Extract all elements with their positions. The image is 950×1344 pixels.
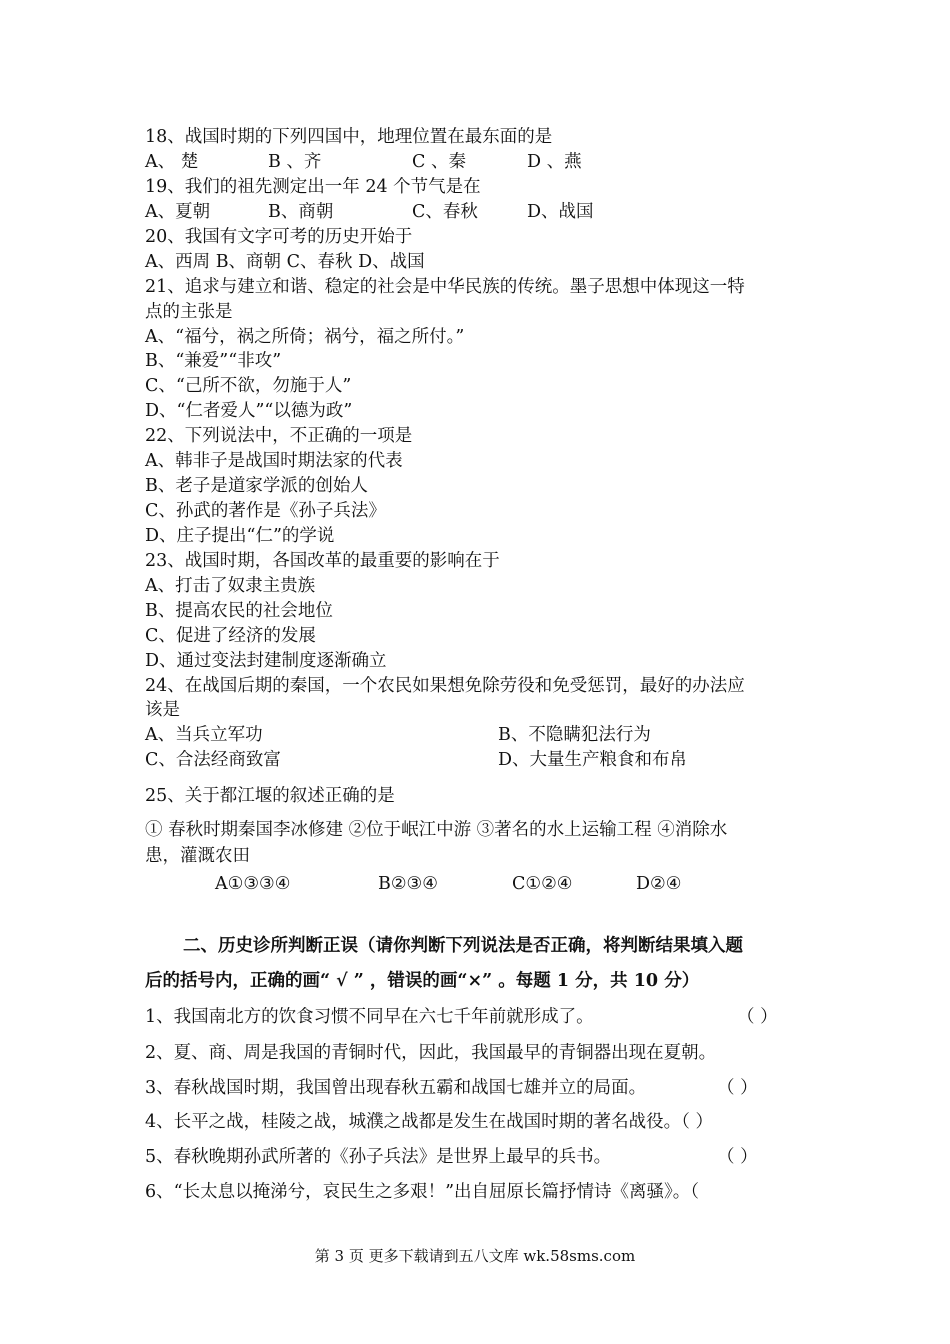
q20-options: A、西周 B、商朝 C、春秋 D、战国 [145, 252, 425, 272]
judge-item-3: 3、春秋战国时期，我国曾出现春秋五霸和战国七雄并立的局面。 [145, 1078, 647, 1098]
q22-option-d: D、庄子提出“仁”的学说 [145, 526, 335, 546]
q21-option-b: B、“兼爱”“非攻” [145, 351, 282, 371]
q19-option-d: D、战国 [527, 202, 594, 222]
question-19-stem: 19、我们的祖先测定出一年 24 个节气是在 [145, 177, 481, 197]
q21-option-a: A、“福兮，祸之所倚；祸兮，福之所付。” [145, 327, 465, 347]
question-23-stem: 23、战国时期，各国改革的最重要的影响在于 [145, 551, 500, 571]
judge-item-2: 2、夏、商、周是我国的青铜时代，因此，我国最早的青铜器出现在夏朝。 [145, 1043, 717, 1063]
judge-item-4: 4、长平之战，桂陵之战，城濮之战都是发生在战国时期的著名战役。（ ） [145, 1112, 713, 1132]
question-25-stem: 25、关于都江堰的叙述正确的是 [145, 786, 395, 806]
judge-item-5-bracket: （ ） [717, 1147, 758, 1167]
judge-item-1-bracket: （ ） [737, 1007, 778, 1027]
q23-option-a: A、打击了奴隶主贵族 [145, 576, 316, 596]
q22-option-a: A、韩非子是战国时期法家的代表 [145, 451, 403, 471]
q18-option-a: A、 楚 [145, 152, 199, 172]
judge-item-5: 5、春秋晚期孙武所著的《孙子兵法》是世界上最早的兵书。 [145, 1147, 612, 1167]
judge-item-1: 1、我国南北方的饮食习惯不同早在六七千年前就形成了。 [145, 1007, 594, 1027]
q25-items-line2: 患，灌溉农田 [145, 846, 250, 866]
q19-option-c: C、春秋 [412, 202, 478, 222]
q23-option-c: C、促进了经济的发展 [145, 626, 316, 646]
question-24-stem-line1: 24、在战国后期的秦国，一个农民如果想免除劳役和免受惩罚，最好的办法应 [145, 676, 745, 696]
section-2-title-line1: 二、历史诊所判断正误（请你判断下列说法是否正确，将判断结果填入题 [183, 936, 743, 956]
q18-option-b: B 、齐 [268, 152, 322, 172]
q25-option-c: C①②④ [512, 874, 573, 894]
question-21-stem-line2: 点的主张是 [145, 302, 233, 322]
q24-option-c: C、合法经商致富 [145, 750, 281, 770]
q22-option-c: C、孙武的著作是《孙子兵法》 [145, 501, 386, 521]
q19-option-a: A、夏朝 [145, 202, 211, 222]
q21-option-d: D、“仁者爱人”“以德为政” [145, 401, 353, 421]
q19-option-b: B、商朝 [268, 202, 334, 222]
section-2-title-line2: 后的括号内，正确的画“ √ ” ，错误的画“×” 。每题 1 分，共 10 分） [145, 971, 700, 991]
question-22-stem: 22、下列说法中，不正确的一项是 [145, 426, 413, 446]
q25-option-a: A①③③④ [215, 874, 291, 894]
question-24-stem-line2: 该是 [145, 700, 180, 720]
q24-option-a: A、当兵立军功 [145, 725, 263, 745]
question-18-stem: 18、战国时期的下列四国中，地理位置在最东面的是 [145, 127, 553, 147]
q23-option-d: D、通过变法封建制度逐渐确立 [145, 651, 387, 671]
q23-option-b: B、提高农民的社会地位 [145, 601, 333, 621]
question-21-stem-line1: 21、追求与建立和谐、稳定的社会是中华民族的传统。墨子思想中体现这一特 [145, 277, 745, 297]
q25-option-b: B②③④ [378, 874, 438, 894]
q18-option-d: D 、燕 [527, 152, 582, 172]
q25-option-d: D②④ [636, 874, 682, 894]
q21-option-c: C、“己所不欲，勿施于人” [145, 376, 352, 396]
q25-items-line1: ① 春秋时期秦国李冰修建 ②位于岷江中游 ③著名的水上运输工程 ④消除水 [145, 820, 728, 840]
judge-item-6: 6、“长太息以掩涕兮，哀民生之多艰！”出自屈原长篇抒情诗《离骚》。（ [145, 1182, 700, 1202]
page-footer: 第 3 页 更多下载请到五八文库 wk.58sms.com [314, 1247, 636, 1265]
q24-option-d: D、大量生产粮食和布帛 [498, 750, 688, 770]
judge-item-3-bracket: （ ） [717, 1078, 758, 1098]
question-20-stem: 20、我国有文字可考的历史开始于 [145, 227, 413, 247]
q18-option-c: C 、秦 [412, 152, 466, 172]
q22-option-b: B、老子是道家学派的创始人 [145, 476, 368, 496]
q24-option-b: B、不隐瞒犯法行为 [498, 725, 651, 745]
